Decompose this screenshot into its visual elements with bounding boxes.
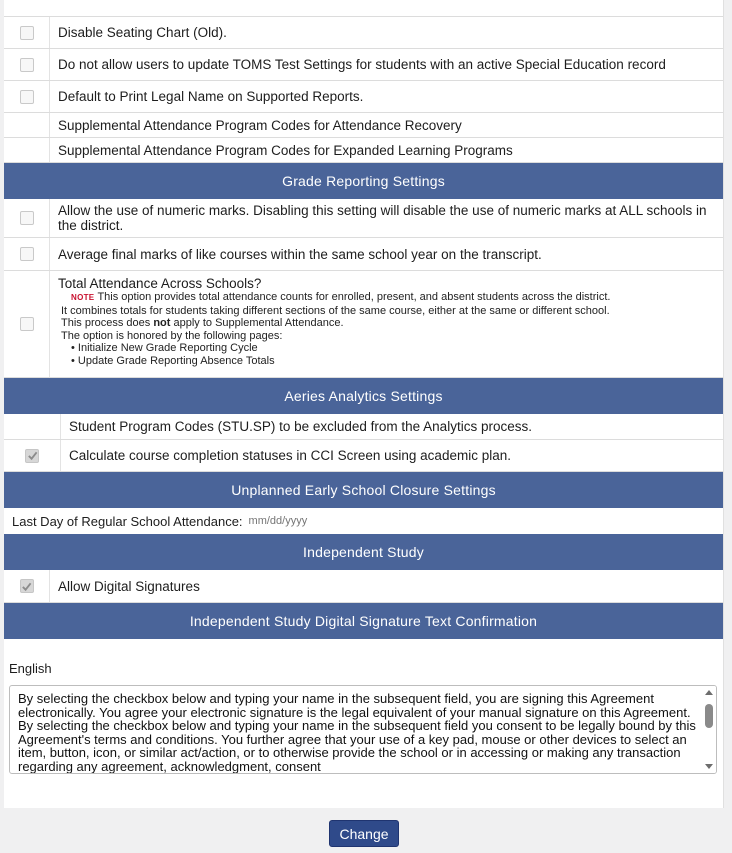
note-line-3-bold: not — [153, 317, 171, 329]
numeric-marks-checkbox[interactable] — [20, 211, 34, 225]
note-line-3-pre: This process does — [61, 317, 154, 329]
disable-seating-chart-checkbox[interactable] — [20, 26, 34, 40]
last-day-row — [4, 508, 723, 534]
row-legal-name — [4, 81, 723, 113]
signature-text-content: By selecting the checkbox below and typing your name in the subsequent field, you are signing this Agreement electronically. You agree your electronic signature is the legal equivalent of your manual signature on this Agreement. By selecting the checkbox below and typing your name in the subsequent field you consent to be legally bound by this Agreement's terms and conditions. You further agree that your use of a key pad, mouse or other devices to select an item, button, icon, or similar act/action, or to otherwise provide the school or in accessing or making any transaction regarding any agreement, acknowledgment, consent — [18, 691, 696, 774]
row-label: Do not allow users to update TOMS Test Settings for students with an active Special Education record — [58, 57, 666, 72]
row-attendance-recovery-codes[interactable] — [4, 113, 723, 138]
digital-signatures-checkbox[interactable] — [20, 579, 34, 593]
analytics-header: Aeries Analytics Settings — [4, 378, 723, 414]
checkbox-cell — [4, 440, 61, 471]
row-label: Supplemental Attendance Program Codes for Attendance Recovery — [58, 117, 462, 133]
empty-cell — [4, 113, 50, 137]
row-label: Calculate course completion statuses in CCI Screen using academic plan. — [69, 448, 511, 463]
checkbox-cell — [4, 238, 50, 270]
row-cci — [4, 440, 723, 472]
note-line-3-post: apply to Supplemental Attendance. — [170, 317, 344, 329]
checkbox-cell — [4, 81, 50, 112]
cci-checkbox[interactable] — [25, 449, 39, 463]
checkbox-cell — [4, 49, 50, 80]
check-icon — [21, 581, 32, 592]
toms-settings-checkbox[interactable] — [20, 58, 34, 72]
row-digital-signatures — [4, 570, 723, 603]
checkbox-cell — [4, 17, 50, 48]
scroll-thumb[interactable] — [705, 704, 713, 728]
checkbox-cell — [4, 199, 50, 237]
total-attendance-note — [58, 291, 610, 367]
row-expanded-learning-codes[interactable] — [4, 138, 723, 163]
total-attendance-title: Total Attendance Across Schools? — [58, 276, 262, 291]
grade-reporting-header: Grade Reporting Settings — [4, 163, 723, 199]
change-button[interactable]: Change — [329, 820, 399, 847]
top-spacer — [4, 0, 723, 17]
total-attendance-checkbox[interactable] — [20, 317, 34, 331]
row-total-attendance — [4, 271, 723, 378]
note-tag: NOTE — [71, 293, 95, 302]
checkbox-cell — [4, 271, 50, 377]
row-program-codes[interactable] — [4, 414, 723, 440]
last-day-label: Last Day of Regular School Attendance: — [12, 513, 243, 529]
scroll-up-icon[interactable] — [705, 690, 713, 695]
signature-text-header: Independent Study Digital Signature Text Confirmation — [4, 603, 723, 639]
row-disable-seating-chart — [4, 17, 723, 49]
signature-text-area[interactable] — [9, 685, 717, 774]
empty-cell — [4, 414, 61, 439]
note-line-4: The option is honored by the following pages: — [61, 329, 283, 342]
average-marks-checkbox[interactable] — [20, 247, 34, 261]
empty-cell — [4, 138, 50, 162]
row-average-marks — [4, 238, 723, 271]
check-icon — [27, 450, 38, 461]
row-label: Allow Digital Signatures — [58, 578, 200, 594]
row-label: Average final marks of like courses within the same school year on the transcript. — [58, 246, 542, 262]
note-bullet: • Initialize New Grade Reporting Cycle — [71, 342, 258, 354]
row-numeric-marks — [4, 199, 723, 238]
note-line-2: It combines totals for students taking different sections of the same course, either at the same or different school. — [61, 304, 610, 317]
checkbox-cell — [4, 570, 50, 602]
row-label: Supplemental Attendance Program Codes for Expanded Learning Programs — [58, 142, 513, 158]
row-label: Disable Seating Chart (Old). — [58, 25, 227, 40]
textarea-scrollbar[interactable] — [702, 686, 716, 773]
note-line-1: This option provides total attendance counts for enrolled, present, and absent students across the district. — [97, 291, 611, 303]
total-attendance-content — [50, 271, 610, 367]
last-day-date-input[interactable] — [249, 515, 339, 527]
independent-study-header: Independent Study — [4, 534, 723, 570]
row-label: Student Program Codes (STU.SP) to be excluded from the Analytics process. — [69, 419, 532, 434]
row-toms-settings — [4, 49, 723, 81]
row-label: Default to Print Legal Name on Supported Reports. — [58, 89, 364, 104]
language-label: English — [9, 661, 52, 676]
legal-name-checkbox[interactable] — [20, 90, 34, 104]
closure-header: Unplanned Early School Closure Settings — [4, 472, 723, 508]
note-line-3 — [61, 317, 610, 330]
scroll-down-icon[interactable] — [705, 764, 713, 769]
note-bullet: • Update Grade Reporting Absence Totals — [71, 354, 275, 367]
row-label: Allow the use of numeric marks. Disabling this setting will disable the use of numeric marks at ALL schools in the district. — [58, 203, 707, 233]
